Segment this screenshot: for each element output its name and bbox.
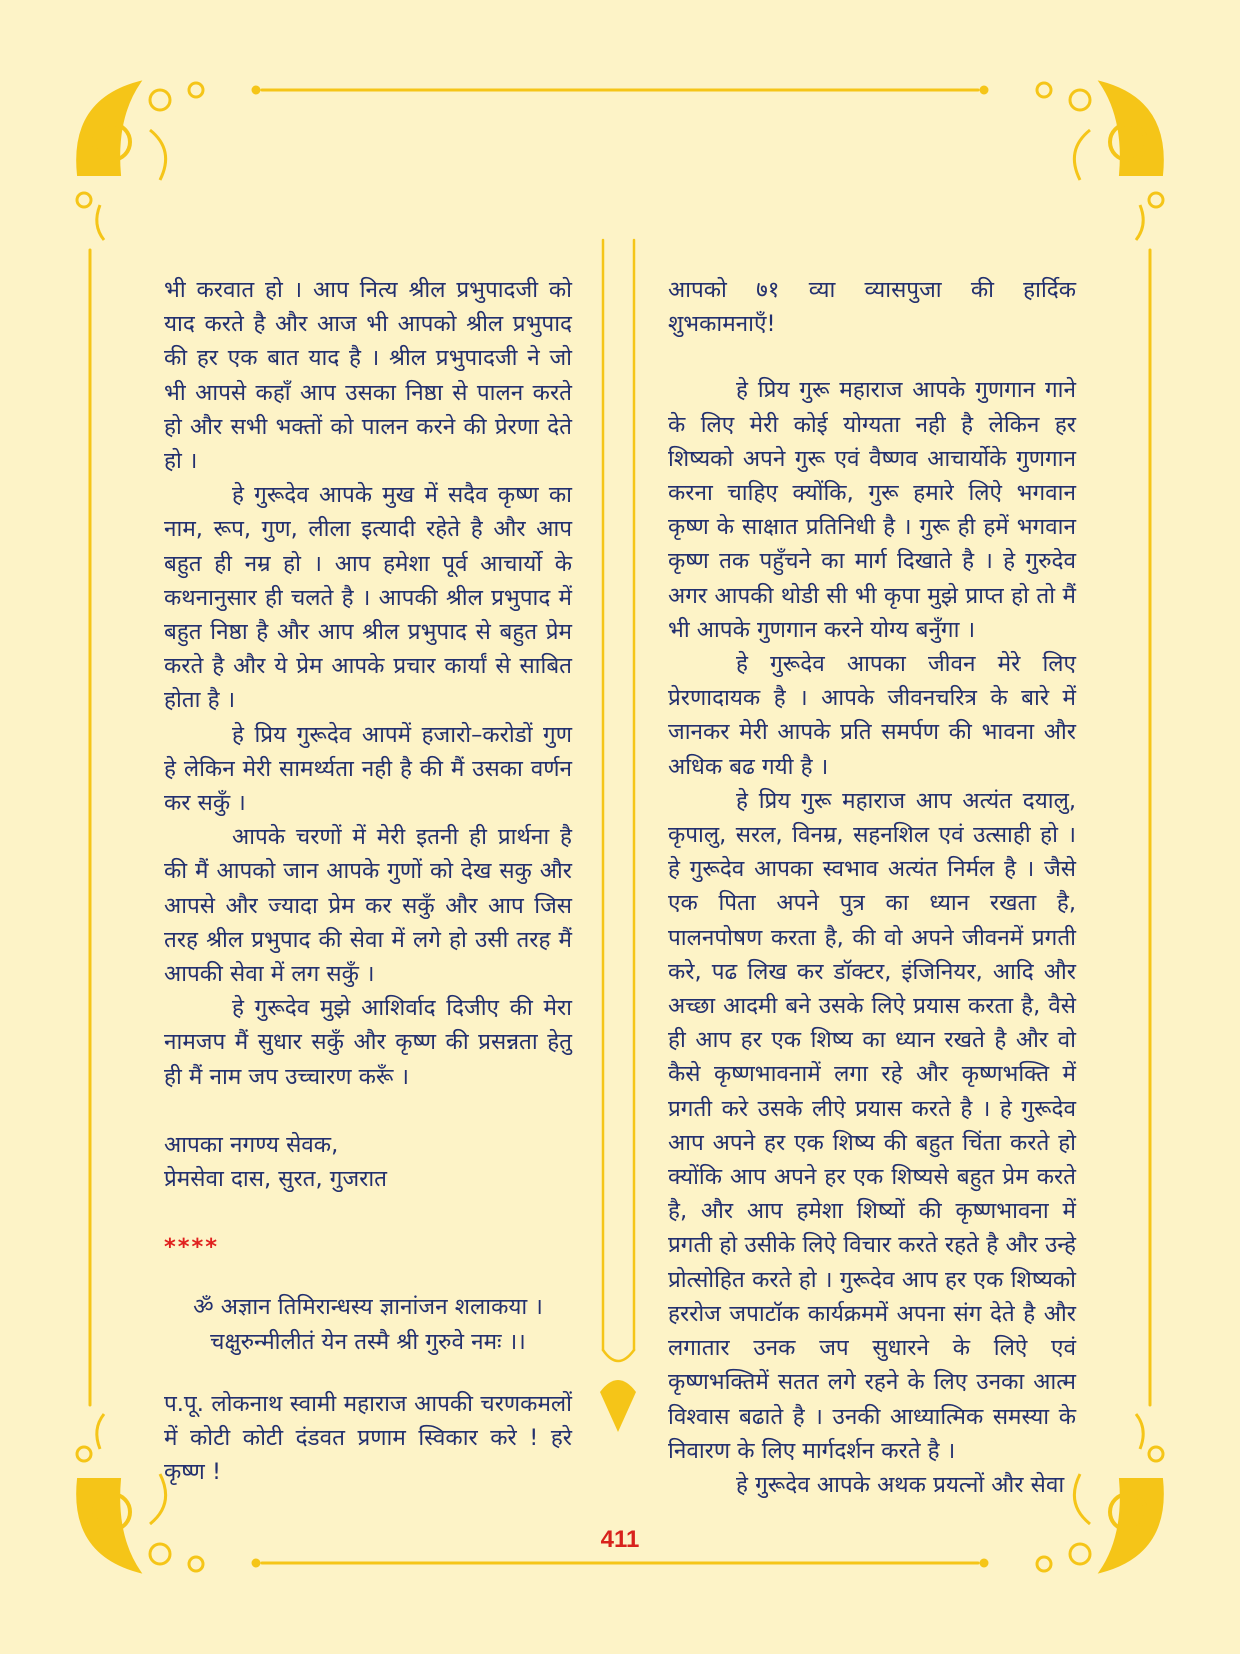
mantra-line-1: ॐ अज्ञान तिमिरान्धस्य ज्ञानांजन शलाकया । xyxy=(193,1294,543,1321)
right-paragraph-4: हे प्रिय गुरू महाराज आप अत्यंत दयालु, कृपालु, सरल, विनम्र, सहनशिल एवं उत्साही हो । हे गुरूदेव आपका स्वभाव अत्यंत निर्मल है । जैसे एक पिता अपने पुत्र का ध्यान रखता है, पालनपोषण करता है, की वो अपने जीवनमें प्रगती करे, पढ लिख कर डॉक्टर, इंजिनियर, आदि और अच्छा आदमी बने उसके लिऐ प्रयास करता है, वैसे ही आप हर एक शिष्य का ध्यान रखते है और वो कैसे कृष्णभावनामें लगा रहे और कृष्णभक्ति में प्रगती करे उसके लीऐ प्रयास करते है । हे गुरूदेव आप अपने हर एक शिष्य की बहुत चिंता करते हो क्योंकि आप अपने हर एक शिष्यसे बहुत प्रेम करते है, और आप हमेशा शिष्यों की कृष्णभावना में प्रगती हो उसीके लिऐ विचार करते रहते है और उन्हे प्रोत्सोहित करते हो । गुरूदेव आप हर एक शिष्यको हररोज जपाटॉक कार्यक्रममें अपना संग देते है और लगातार उनक जप सुधारने के लिऐ एवं कृष्णभक्तिमें सतत लगे रहने के लिए उनका आत्म विश्वास बढाते है । उनकी आध्यात्मिक समस्या के निवारण के लिए मार्गदर्शन करते है । xyxy=(668,787,1076,1464)
left-paragraph-6: प.पू. लोकनाथ स्वामी महाराज आपकी चरणकमलों में कोटी कोटी दंडवत प्रणाम स्विकार करे ! हरे कृष्ण ! xyxy=(164,1390,572,1486)
right-paragraph-3: हे गुरूदेव आपका जीवन मेरे लिए प्रेरणादायक है । आपके जीवनचरित्र के बारे में जानकर मेरी आपके प्रति समर्पण की भावना और अधिक बढ गयी है । xyxy=(668,651,1076,780)
left-paragraph-4: आपके चरणों में मेरी इतनी ही प्रार्थना है की मैं आपको जान आपके गुणों को देख सकु और आपसे और ज्यादा प्रेम कर सकुँ और आप जिस तरह श्रील प्रभुपाद की सेवा में लगे हो उसी तरह मैं आपकी सेवा में लग सकुँ । xyxy=(164,824,572,988)
left-paragraph-1: भी करवात हो । आप नित्य श्रील प्रभुपादजी को याद करते है और आज भी आपको श्रील प्रभुपाद की हर एक बात याद है । श्रील प्रभुपादजी ने जो भी आपसे कहाँ आप उसका निष्ठा से पालन करते हो और सभी भक्तों को पालन करने की प्रेरणा देते हो । xyxy=(164,277,572,475)
closing-salutation: आपका नगण्य सेवक, xyxy=(164,1131,339,1158)
right-paragraph-2: हे प्रिय गुरू महाराज आपके गुणगान गाने के लिए मेरी कोई योग्यता नही है लेकिन हर शिष्यको अपने गुरू एवं वैष्णव आचार्योके गुणगान करना चाहिए क्योंकि, गुरू हमारे लिऐ भगवान कृष्ण के साक्षात प्रतिनिधी है । गुरू ही हमें भगवान कृष्ण तक पहुँचने का मार्ग दिखाते है । हे गुरुदेव अगर आपकी थोडी सी भी कृपा मुझे प्राप्त हो तो मैं भी आपके गुणगान करने योग्य बनुँगा । xyxy=(668,377,1076,643)
left-paragraph-3: हे प्रिय गुरूदेव आपमें हजारो–करोडों गुण हे लेकिन मेरी सामर्थ्यता नही है की मैं उसका वर्णन कर सकुँ । xyxy=(164,721,572,817)
left-paragraph-5: हे गुरूदेव मुझे आशिर्वाद दिजीए की मेरा नामजप मैं सुधार सकुँ और कृष्ण की प्रसन्नता हेतु ही मैं नाम जप उच्चारण करूँ । xyxy=(164,995,572,1090)
page-number: 411 xyxy=(600,1526,640,1553)
right-paragraph-5: हे गुरूदेव आपके अथक प्रयत्नों और सेवा xyxy=(736,1471,1065,1498)
right-column xyxy=(668,273,1076,1502)
mantra-line-2: चक्षुरुन्मीलीतं येन तस्मै श्री गुरुवे नमः ।। xyxy=(210,1328,526,1355)
author-signature: प्रेमसेवा दास, सुरत, गुजरात xyxy=(164,1166,388,1193)
left-column xyxy=(164,273,572,1490)
right-paragraph-1: आपको ७१ व्या व्यासपुजा की हार्दिक शुभकामनाएँ! xyxy=(668,277,1076,338)
left-paragraph-2: हे गुरूदेव आपके मुख में सदैव कृष्ण का नाम, रूप, गुण, लीला इत्यादी रहेते है और आप बहुत ही नम्र हो । आप हमेशा पूर्व आचार्यो के कथनानुसार ही चलते है । आपकी श्रील प्रभुपाद में बहुत निष्ठा है और आप श्रील प्रभुपाद से बहुत प्रेम करते है और ये प्रेम आपके प्रचार कार्यां से साबित होता है । xyxy=(164,482,572,714)
section-separator-stars: **** xyxy=(164,1234,220,1261)
